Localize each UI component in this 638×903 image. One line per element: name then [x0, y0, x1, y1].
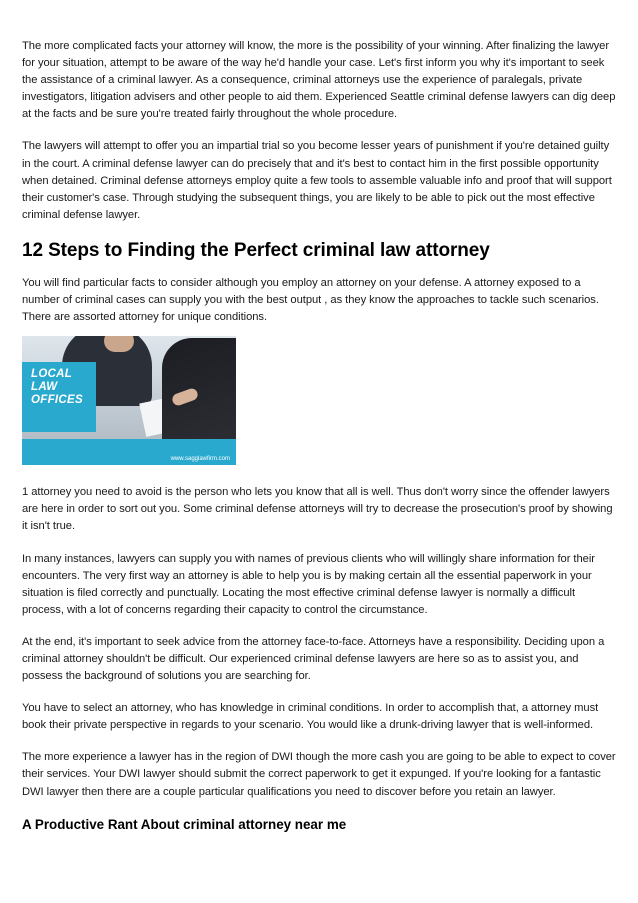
paragraph-1: The more complicated facts your attorney will know, the more is the possibility of your winning. After finalizing the lawyer for your situation, attempt to be aware of the way he'd handle your case. Let's first inform you why it's important to seek the assistance of a criminal lawyer. As a consequence, criminal attorneys use the experience of paralegals, private investigators, litigation advisers and other people to aid them. Experienced Seattle criminal defense lawyers can dig deep at the facts and be sure you're treated fairly throughout the whole procedure.	[22, 40, 616, 121]
paragraph-5: At the end, it's important to seek advice from the attorney face-to-face. Attorneys have a responsibility. Deciding upon a criminal attorney shouldn't be difficult. Our experienced criminal defense lawyers are here so as to assist you, and possess the background of solutions you are searching for.	[22, 635, 605, 683]
paragraph-6: You have to select an attorney, who has knowledge in criminal conditions. In order to accomplish that, a attorney must book their private perspective in regards to your scenario. You would like a drunk-driving lawyer that is well-informed.	[22, 702, 599, 732]
badge-line-1: LOCAL	[31, 368, 73, 381]
photo-person-head	[104, 336, 134, 352]
badge-line-3: OFFICES	[31, 394, 83, 407]
intro-paragraph: You will find particular facts to consider although you employ an attorney on your defense. A attorney exposed to a number of criminal cases can supply you with the best output , as they know the approaches to tackle such scenarios. There are assorted attorney for unique conditions.	[22, 276, 599, 324]
law-office-photo	[22, 336, 236, 465]
paragraph-3: 1 attorney you need to avoid is the person who lets you know that all is well. Thus don't worry since the offender lawyers are here in order to sort out you. Some criminal defense attorneys will try to decrease the prosecution's proof by showing it isn't true.	[22, 486, 613, 533]
badge-line-2: LAW	[31, 381, 58, 394]
paragraph-4: In many instances, lawyers can supply you with names of previous clients who will willingly share information for their encounters. The very first way an attorney is able to help you is by making certain all the essential paperwork in your situation is filed correctly and punctually. Locating the most effective criminal defense lawyer is normally a difficult process, with a lot of concerns regarding their capacity to control the circumstance.	[22, 552, 595, 616]
photo-caption: www.sagglawfirm.com	[170, 456, 230, 463]
subheading: A Productive Rant About criminal attorney near me	[22, 816, 347, 832]
paragraph-7: The more experience a lawyer has in the region of DWI though the more cash you are going to be able to expect to cover their services. Your DWI lawyer should submit the correct paperwork to get it expunged. If you're looking for a fantastic DWI lawyer then there are a couple particular qualifications you need to discover before you retain an lawyer.	[22, 751, 616, 798]
paragraph-2: The lawyers will attempt to offer you an impartial trial so you become lesser years of punishment if you're detained guilty in the court. A criminal defense lawyer can do precisely that and it's best to contact him in the first possible opportunity when detained. Criminal defense attorneys employ quite a few tools to assemble valuable info and proof that will support their customer's case. Through studying the subsequent things, you are likely to be able to pick out the most effective criminal defense lawyer.	[22, 140, 612, 221]
section-heading: 12 Steps to Finding the Perfect criminal law attorney	[22, 239, 490, 261]
local-law-offices-badge	[22, 362, 96, 432]
